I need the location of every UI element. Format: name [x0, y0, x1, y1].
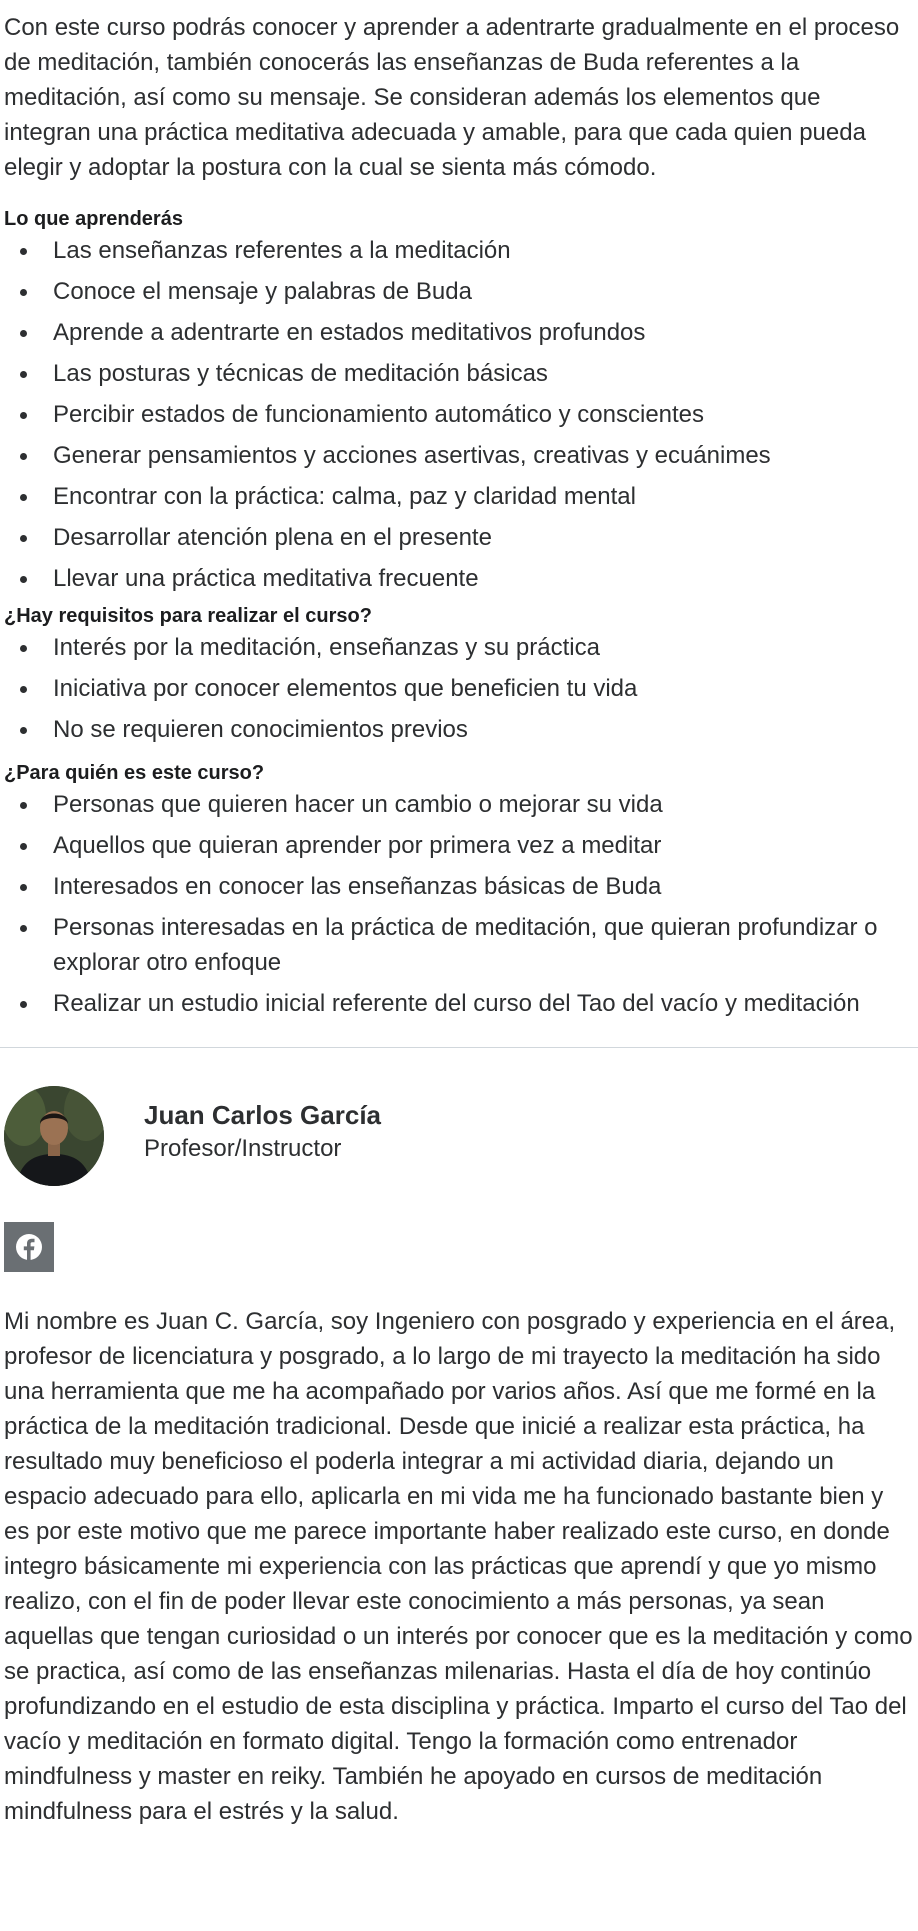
learn-list	[4, 233, 918, 596]
audience-list	[4, 787, 918, 1021]
instructor-bio: Mi nombre es Juan C. García, soy Ingeniero con posgrado y experiencia en el área, profesor de licenciatura y posgrado, a lo largo de mi trayecto la meditación ha sido una herramienta que me ha acompañado por varios años. Así que me formé en la práctica de la meditación tradicional. Desde que inicié a realizar esta práctica, ha resultado muy beneficioso el poderla integrar a mi actividad diaria, dejando un espacio adecuado para ello, aplicarla en mi vida me ha funcionado bastante bien y es por este motivo que me parece importante haber realizado este curso, en donde integro básicamente mi experiencia con las prácticas que aprendí y que yo mismo realizo, con el fin de poder llevar este conocimiento a más personas, ya sean aquellas que tengan curiosidad o un interés por conocer que es la meditación y como se practica, así como de las enseñanzas milenarias. Hasta el día de hoy continúo profundizando en el estudio de esta disciplina y práctica. Imparto el curso del Tao del vacío y meditación en formato digital. Tengo la formación como entrenador mindfulness y master en reiky. También he apoyado en cursos de meditación mindfulness para el estrés y la salud.	[4, 1308, 913, 1825]
list-item: Percibir estados de funcionamiento automático y conscientes	[4, 397, 918, 432]
list-item: Interesados en conocer las enseñanzas básicas de Buda	[4, 869, 918, 904]
list-item: Llevar una práctica meditativa frecuente	[4, 561, 918, 596]
list-item: Aquellos que quieran aprender por primera vez a meditar	[4, 828, 918, 863]
list-item: Encontrar con la práctica: calma, paz y claridad mental	[4, 479, 918, 514]
instructor-info	[144, 1086, 381, 1166]
list-item: Desarrollar atención plena en el presente	[4, 520, 918, 555]
requirements-heading: ¿Hay requisitos para realizar el curso?	[4, 605, 372, 627]
facebook-link-button[interactable]	[4, 1222, 54, 1272]
list-item: Iniciativa por conocer elementos que beneficien tu vida	[4, 671, 918, 706]
list-item: Las enseñanzas referentes a la meditación	[4, 233, 918, 268]
list-item: Conoce el mensaje y palabras de Buda	[4, 274, 918, 309]
instructor-card	[4, 1086, 918, 1186]
learn-heading: Lo que aprenderás	[4, 208, 183, 230]
list-item: Interés por la meditación, enseñanzas y su práctica	[4, 630, 918, 665]
avatar[interactable]	[4, 1086, 104, 1186]
list-item: Aprende a adentrarte en estados meditativos profundos	[4, 315, 918, 350]
list-item: No se requieren conocimientos previos	[4, 712, 918, 747]
instructor-name[interactable]: Juan Carlos García	[144, 1100, 381, 1130]
list-item: Generar pensamientos y acciones asertivas, creativas y ecuánimes	[4, 438, 918, 473]
section-divider	[0, 1047, 918, 1048]
requirements-list	[4, 630, 918, 747]
audience-heading: ¿Para quién es este curso?	[4, 762, 265, 784]
course-intro-text: Con este curso podrás conocer y aprender a adentrarte gradualmente en el proceso de meditación, también conocerás las enseñanzas de Buda referentes a la meditación, así como su mensaje. Se consideran además los elementos que integran una práctica meditativa adecuada y amable, para que cada quien pueda elegir y adoptar la postura con la cual se sienta más cómodo.	[4, 14, 900, 181]
list-item: Personas que quieren hacer un cambio o mejorar su vida	[4, 787, 918, 822]
list-item: Las posturas y técnicas de meditación básicas	[4, 356, 918, 391]
instructor-title: Profesor/Instructor	[144, 1135, 342, 1162]
list-item: Personas interesadas en la práctica de meditación, que quieran profundizar o explorar otro enfoque	[4, 910, 918, 980]
list-item: Realizar un estudio inicial referente del curso del Tao del vacío y meditación	[4, 986, 918, 1021]
